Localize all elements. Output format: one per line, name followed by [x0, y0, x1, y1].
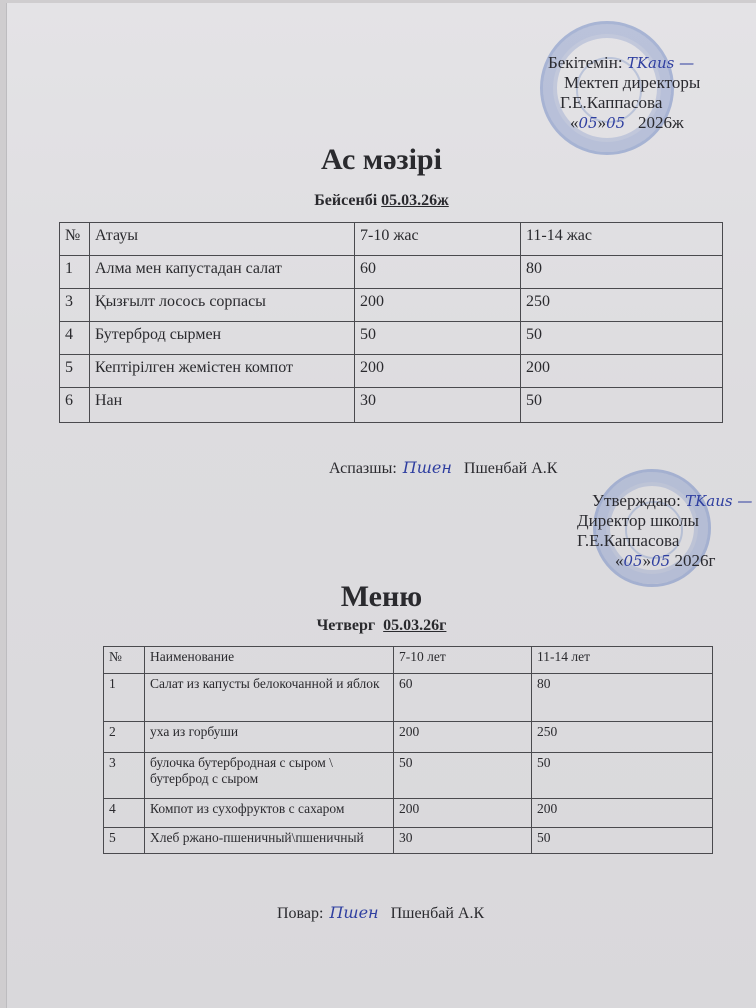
table-header-row	[60, 223, 723, 256]
table-row: 3 булочка бутербродная с сыром \ бутерброд с сыром 50 50	[104, 753, 713, 799]
ru-menu-table	[103, 646, 713, 854]
table-row: 2 уха из горбуши 200 250	[104, 722, 713, 753]
kz-menu-table	[59, 222, 723, 423]
table-row: 1 Салат из капусты белокочанной и яблок 60 80	[104, 674, 713, 722]
ru-menu-title: Меню	[340, 580, 423, 613]
table-row: 5 Кептірілген жемістен компот 200 200	[60, 355, 723, 388]
ru-approval-label: Утверждаю:	[592, 491, 681, 510]
table-row: 5 Хлеб ржано-пшеничный\пшеничный 30 50	[104, 828, 713, 854]
kz-approval-block	[548, 53, 700, 133]
ru-menu-day: Четверг 05.03.26г	[316, 617, 447, 634]
header-cell: 11-14 лет	[532, 647, 713, 674]
kz-cook-signature: Пшен	[402, 458, 452, 477]
ru-cook-signature-line: Повар: Пшен Пшенбай А.К	[277, 903, 485, 922]
kz-director-name: Г.Е.Каппасова	[560, 93, 663, 112]
table-row: 3 Қызғылт лосось сорпасы 200 250	[60, 289, 723, 322]
header-cell: 7-10 жас	[355, 223, 521, 256]
table-header-row	[104, 647, 713, 674]
header-cell: Атауы	[90, 223, 355, 256]
ru-approval-date: «05»05 2026г	[615, 551, 716, 570]
header-cell: №	[104, 647, 145, 674]
kz-approval-date: «05»05 2026ж	[570, 113, 684, 132]
document-page	[6, 3, 756, 1008]
ru-director-name: Г.Е.Каппасова	[577, 531, 680, 550]
ru-director-position: Директор школы	[577, 511, 699, 530]
ru-approval-block	[577, 491, 752, 571]
header-cell: Наименование	[145, 647, 394, 674]
table-row: 4 Бутерброд сырмен 50 50	[60, 322, 723, 355]
header-cell: 7-10 лет	[394, 647, 532, 674]
kz-approval-label: Бекітемін:	[548, 53, 623, 72]
kz-cook-signature-line: Аспазшы: Пшен Пшенбай А.К	[329, 458, 558, 477]
kz-menu-title: Ас мәзірі	[321, 143, 442, 176]
table-row: 1 Алма мен капустадан салат 60 80	[60, 256, 723, 289]
ru-cook-signature: Пшен	[329, 903, 379, 922]
kz-director-signature: TKaus —	[626, 54, 695, 72]
header-cell: 11-14 жас	[521, 223, 723, 256]
table-row: 6 Нан 30 50	[60, 388, 723, 423]
ru-director-signature: TKaus —	[685, 492, 753, 510]
kz-director-position: Мектеп директоры	[564, 73, 701, 92]
kz-menu-day: Бейсенбі 05.03.26ж	[314, 192, 449, 209]
table-row: 4 Компот из сухофруктов с сахаром 200 200	[104, 799, 713, 828]
header-cell: №	[60, 223, 90, 256]
